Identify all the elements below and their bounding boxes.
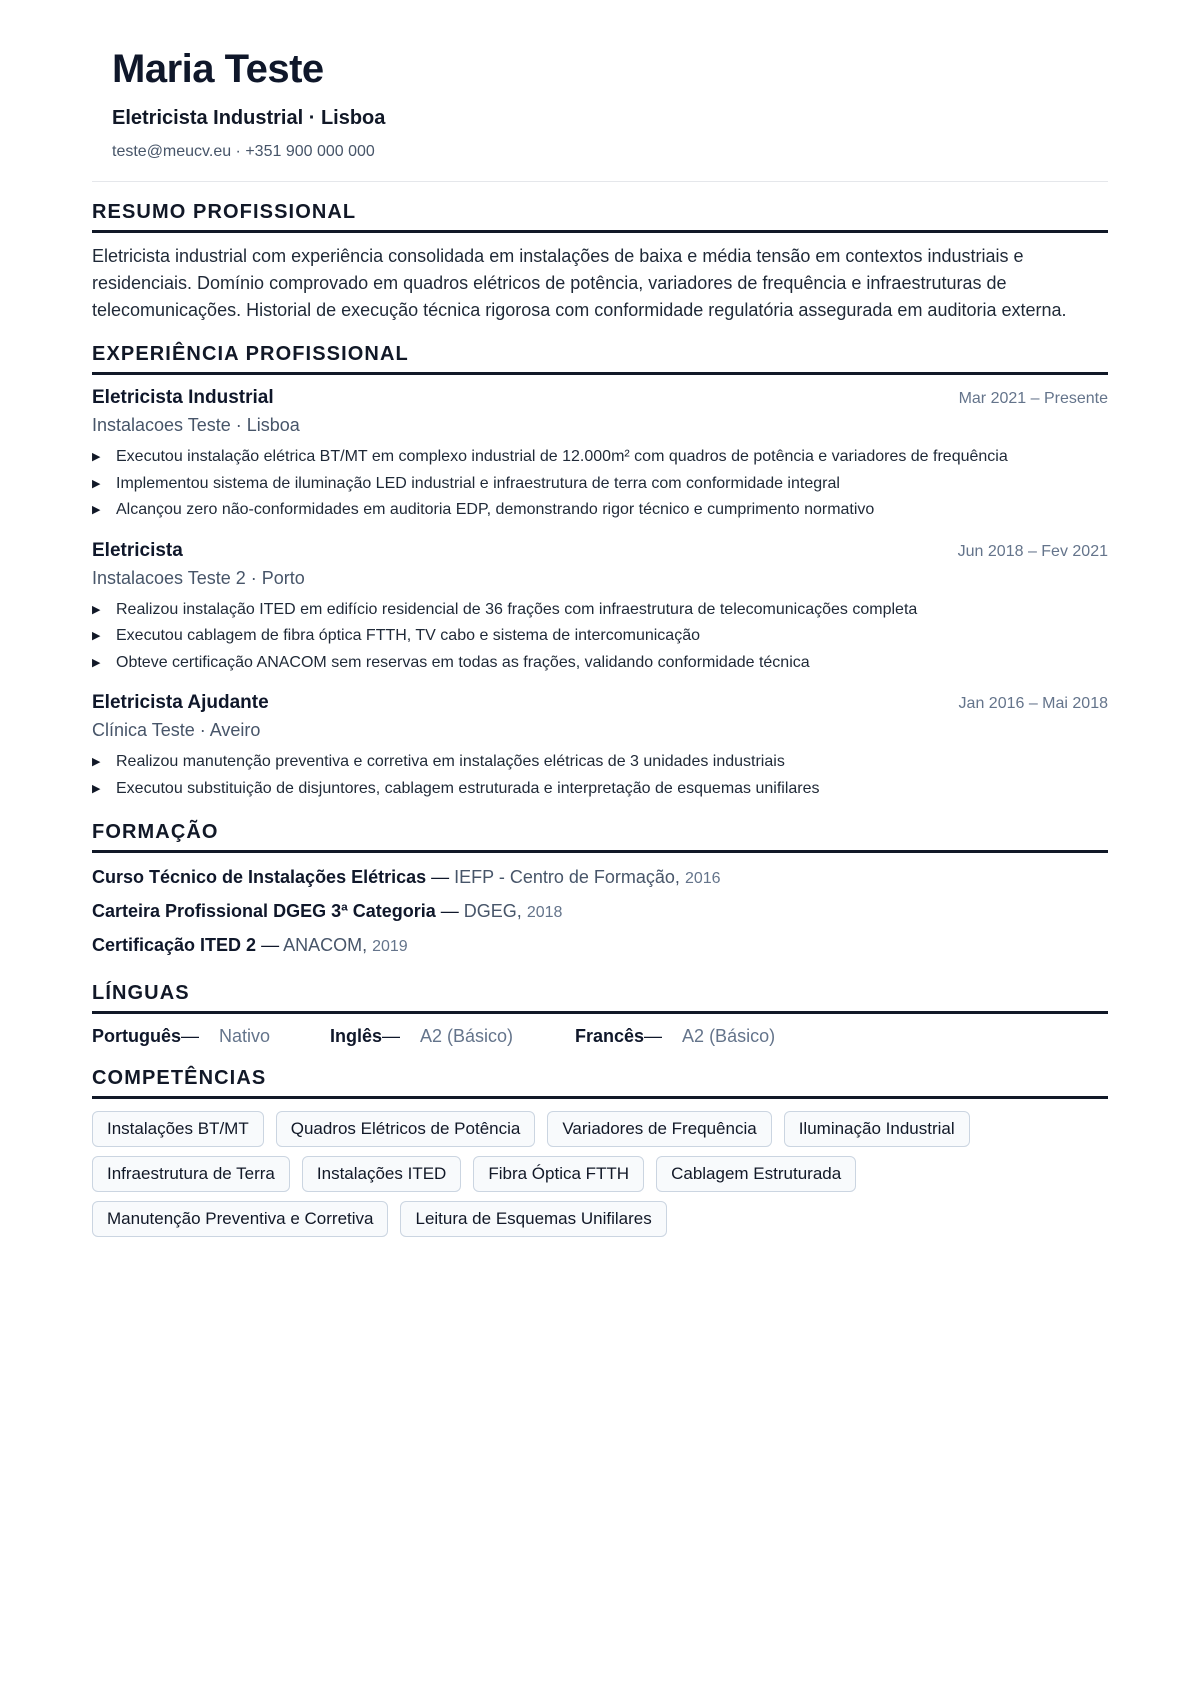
- bullet-text: Implementou sistema de iluminação LED industrial e infraestrutura de terra com conformidade integral: [116, 474, 840, 492]
- bullet-arrow-icon: ▶: [92, 603, 101, 616]
- resume-header: [92, 0, 1108, 182]
- bullet-text: Executou substituição de disjuntores, cablagem estruturada e interpretação de esquemas unifilares: [116, 779, 820, 797]
- skill-chip: Fibra Óptica FTTH: [473, 1156, 644, 1192]
- language-separator: —: [181, 1026, 200, 1046]
- education-separator: —: [435, 901, 464, 921]
- education-year: 2018: [526, 904, 563, 921]
- skill-chip: Variadores de Frequência: [547, 1111, 771, 1147]
- job-entry: [92, 385, 1108, 524]
- job-dates: Mar 2021 – Presente: [958, 390, 1108, 407]
- bullet-arrow-icon: ▶: [92, 451, 101, 463]
- job-header: [92, 385, 1108, 411]
- section-title-languages: LÍNGUAS: [92, 981, 1108, 1014]
- bullet-arrow-icon: ▶: [92, 504, 101, 516]
- skill-chip: Quadros Elétricos de Potência: [276, 1111, 536, 1147]
- education-separator: —: [256, 935, 284, 955]
- job-bullet: [92, 471, 1108, 498]
- bullet-text: Obteve certificação ANACOM sem reservas em todas as frações, validando conformidade técnica: [116, 653, 810, 671]
- education-list: [92, 861, 1108, 963]
- job-dates: Jan 2016 – Mai 2018: [958, 695, 1108, 712]
- language-item: [575, 1024, 775, 1048]
- job-bullet: [92, 497, 1108, 524]
- job-bullets: [92, 597, 1108, 677]
- education-year: 2019: [372, 938, 408, 955]
- section-title-summary: RESUMO PROFISSIONAL: [92, 200, 1108, 233]
- education-institution: ANACOM,: [283, 935, 368, 955]
- languages-section: [92, 981, 1108, 1048]
- education-institution: IEFP - Centro de Formação,: [454, 867, 680, 887]
- job-bullets: [92, 749, 1108, 802]
- skill-chip: Cablagem Estruturada: [656, 1156, 856, 1192]
- section-title-skills: COMPETÊNCIAS: [92, 1066, 1108, 1099]
- job-bullet: [92, 444, 1108, 471]
- bullet-arrow-icon: ▶: [92, 782, 101, 795]
- education-institution: DGEG,: [463, 901, 522, 921]
- job-dates: Jun 2018 – Fev 2021: [957, 542, 1108, 560]
- language-level: A2 (Básico): [420, 1026, 514, 1046]
- bullet-text: Realizou manutenção preventiva e corretiva em instalações elétricas de 3 unidades industriais: [116, 753, 785, 770]
- bullet-text: Executou cablagem de fibra óptica FTTH, TV cabo e sistema de intercomunicação: [116, 627, 700, 644]
- job-header: [92, 690, 1108, 716]
- language-separator: —: [644, 1026, 663, 1046]
- contact-info: teste@meucv.eu · +351 900 000 000: [112, 143, 375, 160]
- bullet-text: Realizou instalação ITED em edifício residencial de 36 frações com infraestrutura de telecomunicações completa: [116, 600, 918, 618]
- job-header: [92, 538, 1108, 564]
- education-item: [92, 861, 1108, 895]
- job-company: Clínica Teste · Aveiro: [92, 720, 261, 740]
- language-item: [92, 1024, 330, 1048]
- job-bullet: [92, 749, 1108, 776]
- job-bullet: [92, 650, 1108, 677]
- bullet-arrow-icon: ▶: [92, 630, 101, 642]
- skill-chip: Leitura de Esquemas Unifilares: [400, 1201, 666, 1237]
- summary-section: [92, 200, 1108, 324]
- skill-chip: Manutenção Preventiva e Corretiva: [92, 1201, 388, 1237]
- education-item: [92, 929, 1108, 963]
- job-bullet: [92, 623, 1108, 650]
- experience-section: [92, 342, 1108, 802]
- job-company: Instalacoes Teste · Lisboa: [92, 415, 300, 435]
- skills-section: [92, 1066, 1108, 1237]
- bullet-arrow-icon: ▶: [92, 477, 101, 490]
- bullet-text: Alcançou zero não-conformidades em auditoria EDP, demonstrando rigor técnico e cumprimento normativo: [116, 501, 875, 518]
- language-name: Inglês: [330, 1026, 383, 1046]
- candidate-headline: Eletricista Industrial · Lisboa: [112, 107, 386, 129]
- section-title-education: FORMAÇÃO: [92, 820, 1108, 853]
- language-name: Francês: [575, 1026, 645, 1046]
- language-level: Nativo: [219, 1026, 271, 1046]
- skill-chip: Infraestrutura de Terra: [92, 1156, 290, 1192]
- skills-list: [92, 1111, 992, 1237]
- job-role: Eletricista Industrial: [92, 387, 274, 408]
- education-degree: Certificação ITED 2: [92, 935, 257, 955]
- education-year: 2016: [684, 870, 721, 887]
- job-entry: [92, 538, 1108, 677]
- section-title-experience: EXPERIÊNCIA PROFISSIONAL: [92, 342, 1108, 375]
- job-company: Instalacoes Teste 2 · Porto: [92, 567, 305, 588]
- bullet-arrow-icon: ▶: [92, 756, 101, 768]
- education-separator: —: [426, 867, 455, 887]
- bullet-arrow-icon: ▶: [92, 656, 101, 669]
- education-item: [92, 895, 1108, 929]
- job-role: Eletricista Ajudante: [92, 692, 269, 713]
- language-level: A2 (Básico): [682, 1026, 776, 1046]
- education-degree: Carteira Profissional DGEG 3ª Categoria: [92, 901, 436, 921]
- job-bullet: [92, 597, 1108, 624]
- skill-chip: Iluminação Industrial: [784, 1111, 970, 1147]
- skill-chip: Instalações BT/MT: [92, 1111, 264, 1147]
- job-entry: [92, 690, 1108, 802]
- language-item: [330, 1024, 575, 1048]
- language-name: Português: [92, 1026, 182, 1046]
- education-section: [92, 820, 1108, 963]
- job-bullets: [92, 444, 1108, 524]
- education-degree: Curso Técnico de Instalações Elétricas: [92, 867, 427, 887]
- skill-chip: Instalações ITED: [302, 1156, 461, 1192]
- job-role: Eletricista: [92, 539, 183, 561]
- summary-text: Eletricista industrial com experiência consolidada em instalações de baixa e média tensão em contextos industriais e residenciais. Domínio comprovado em quadros elétricos de potência, variadores de frequência e infraestruturas de telecomunicações. Historial de execução técnica rigorosa com conformidade regulatória assegurada em auditoria externa.: [92, 246, 1067, 320]
- languages-list: [92, 1024, 1108, 1048]
- candidate-name: Maria Teste: [112, 47, 324, 91]
- bullet-text: Executou instalação elétrica BT/MT em complexo industrial de 12.000m² com quadros de potência e variadores de frequência: [116, 448, 1008, 465]
- job-bullet: [92, 776, 1108, 803]
- language-separator: —: [382, 1026, 401, 1046]
